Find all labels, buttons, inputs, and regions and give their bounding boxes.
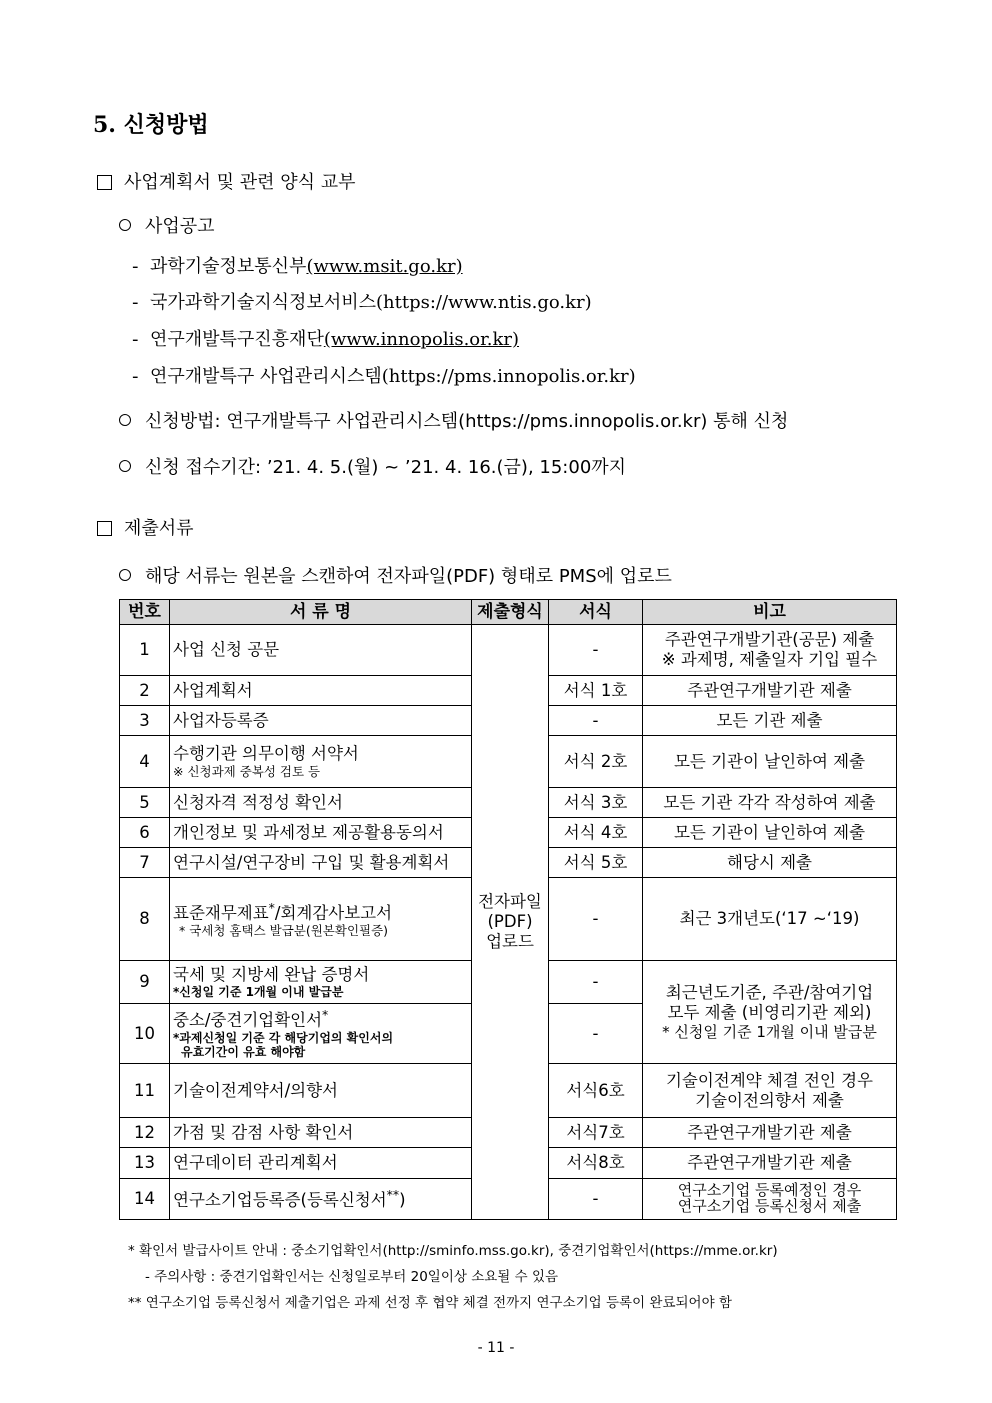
- col-header-note: 비고: [643, 600, 897, 625]
- row-name: 사업자등록증: [170, 706, 472, 736]
- col-header-format: 제출형식: [472, 600, 549, 625]
- footnote: ** 연구소기업 등록신청서 제출기업은 과제 선정 후 협약 체결 전까지 연구소기업 등록이 완료되어야 함: [128, 1295, 732, 1311]
- section1-title: [97, 168, 356, 194]
- row-name: 사업 신청 공문: [170, 625, 472, 676]
- row-name: [170, 736, 472, 788]
- row-no: 2: [120, 676, 170, 706]
- site-item: - 국가과학기술지식정보서비스(https://www.ntis.go.kr): [132, 292, 592, 313]
- note-line: * 신청일 기준 1개월 이내 발급분: [662, 1022, 877, 1041]
- row-name: [170, 961, 472, 1004]
- site-url[interactable]: (www.msit.go.kr): [306, 256, 463, 277]
- period-text: 신청 접수기간: ’21. 4. 5.(월) ~ ’21. 4. 16.(금), 15:00까지: [145, 457, 627, 478]
- site-url[interactable]: (www.innopolis.or.kr): [323, 329, 520, 350]
- row-name: 개인정보 및 과세정보 제공활용동의서: [170, 818, 472, 848]
- row-note: 해당시 제출: [643, 848, 897, 878]
- intro-item: [119, 562, 672, 588]
- note-line: 연구소기업 등록예정인 경우: [677, 1181, 862, 1200]
- row-no: 3: [120, 706, 170, 736]
- site-name: 국가과학기술지식정보서비스: [149, 292, 376, 313]
- row-name-text: 중소/중견기업확인서: [173, 1010, 323, 1030]
- format-line: 전자파일: [478, 892, 542, 912]
- announce-item: [119, 212, 215, 238]
- row-name-text: 연구소기업등록증(등록신청서: [173, 1190, 387, 1210]
- row-no: 8: [120, 878, 170, 961]
- format-line: (PDF): [487, 912, 533, 932]
- section2-title-text: 제출서류: [124, 518, 194, 539]
- footnote: * 확인서 발급사이트 안내 : 중소기업확인서(http://sminfo.mss.go.kr), 중견기업확인서(https://mme.or.kr): [128, 1243, 778, 1259]
- row-name: [170, 1004, 472, 1064]
- row-form: -: [549, 961, 643, 1004]
- row-name: [170, 1179, 472, 1220]
- table-row: [120, 625, 897, 676]
- row-name: [170, 878, 472, 961]
- method-item: [119, 407, 788, 433]
- row-note: [643, 625, 897, 676]
- row-no: 9: [120, 961, 170, 1004]
- site-url[interactable]: (https://pms.innopolis.or.kr): [381, 366, 636, 387]
- row-note: [643, 1064, 897, 1118]
- superscript: *: [322, 1007, 329, 1023]
- row-name-text: 수행기관 의무이행 서약서: [173, 744, 359, 764]
- row-name: 사업계획서: [170, 676, 472, 706]
- row-form: -: [549, 706, 643, 736]
- row-note: 모든 기관이 날인하여 제출: [643, 736, 897, 788]
- square-bullet-icon: [97, 521, 112, 536]
- row-form: 서식7호: [549, 1118, 643, 1148]
- period-item: [119, 453, 626, 479]
- col-header-no: 번호: [120, 600, 170, 625]
- page-number: - 11 -: [477, 1340, 515, 1356]
- row-no: 1: [120, 625, 170, 676]
- row-name-text: 국세 및 지방세 완납 증명서: [173, 964, 370, 984]
- section2-title: [97, 514, 194, 540]
- row-no: 6: [120, 818, 170, 848]
- note-line: ※ 과제명, 제출일자 기입 필수: [661, 650, 878, 669]
- announce-label: 사업공고: [145, 216, 215, 237]
- circle-bullet-icon: [119, 460, 131, 472]
- row-form: -: [549, 1004, 643, 1064]
- note-line: 기술이전계약 체결 전인 경우: [665, 1070, 873, 1090]
- row-name-sub: ※ 신청과제 중복성 검토 등: [173, 763, 321, 779]
- row-name: 신청자격 적정성 확인서: [170, 788, 472, 818]
- format-merged-cell: [472, 625, 549, 1220]
- row-name-text: 표준재무제표: [173, 903, 269, 923]
- section-heading: 5. 신청방법: [93, 112, 209, 138]
- row-no: 4: [120, 736, 170, 788]
- row-no: 10: [120, 1004, 170, 1064]
- superscript: **: [386, 1187, 400, 1203]
- note-line: 최근년도기준, 주관/참여기업: [665, 983, 874, 1003]
- col-header-name: 서 류 명: [170, 600, 472, 625]
- site-item: - 과학기술정보통신부(www.msit.go.kr): [132, 256, 463, 277]
- row-note: [643, 1179, 897, 1220]
- section1-title-text: 사업계획서 및 관련 양식 교부: [124, 172, 356, 193]
- superscript: *: [268, 899, 275, 915]
- row-name: 기술이전계약서/의향서: [170, 1064, 472, 1118]
- row-name-sub: * 국세청 홈택스 발급분(원본확인필증): [179, 923, 389, 939]
- row-form: 서식8호: [549, 1148, 643, 1179]
- row-form: 서식 4호: [549, 818, 643, 848]
- row-name: 가점 및 감점 사항 확인서: [170, 1118, 472, 1148]
- row-form: 서식 3호: [549, 788, 643, 818]
- table-header-row: [120, 600, 897, 625]
- row-no: 5: [120, 788, 170, 818]
- row-form: 서식6호: [549, 1064, 643, 1118]
- footnote: - 주의사항 : 중견기업확인서는 신청일로부터 20일이상 소요될 수 있음: [145, 1269, 559, 1285]
- row-form: 서식 1호: [549, 676, 643, 706]
- site-item: - 연구개발특구진흥재단(www.innopolis.or.kr): [132, 329, 520, 350]
- square-bullet-icon: [97, 175, 112, 190]
- site-url[interactable]: (https://www.ntis.go.kr): [376, 292, 592, 313]
- row-name-sub: *과제신청일 기준 각 해당기업의 확인서의: [173, 1030, 394, 1045]
- row-name: 연구시설/연구장비 구입 및 활용계획서: [170, 848, 472, 878]
- site-name: 연구개발특구진흥재단: [149, 329, 324, 350]
- note-line: 연구소기업 등록신청서 제출: [677, 1197, 862, 1215]
- row-note: 모든 기관 제출: [643, 706, 897, 736]
- row-name: 연구데이터 관리계획서: [170, 1148, 472, 1179]
- row-form: -: [549, 878, 643, 961]
- row-no: 12: [120, 1118, 170, 1148]
- row-name-sub: *신청일 기준 1개월 이내 발급분: [173, 984, 344, 999]
- row-no: 11: [120, 1064, 170, 1118]
- method-text: 신청방법: 연구개발특구 사업관리시스템(https://pms.innopolis.or.kr) 통해 신청: [145, 411, 789, 432]
- site-name: 연구개발특구 사업관리시스템: [149, 366, 382, 387]
- note-line: 주관연구개발기관(공문) 제출: [664, 630, 875, 650]
- row-note: 모든 기관 각각 작성하여 제출: [643, 788, 897, 818]
- documents-table: [119, 599, 897, 1220]
- row-form: -: [549, 625, 643, 676]
- row-name-text: ): [399, 1190, 406, 1210]
- note-line: 모두 제출 (비영리기관 제외): [667, 1003, 872, 1022]
- row-name-sub: 유효기간이 유효 해야함: [181, 1045, 306, 1060]
- row-note: 모든 기관이 날인하여 제출: [643, 818, 897, 848]
- row-no: 13: [120, 1148, 170, 1179]
- row-name-text: /회계감사보고서: [274, 903, 393, 923]
- intro-text: 해당 서류는 원본을 스캔하여 전자파일(PDF) 형태로 PMS에 업로드: [145, 566, 672, 587]
- row-note: 주관연구개발기관 제출: [643, 676, 897, 706]
- row-note: 최근 3개년도(‘17 ~‘19): [643, 878, 897, 961]
- note-line: 기술이전의향서 제출: [695, 1090, 844, 1110]
- row-form: 서식 5호: [549, 848, 643, 878]
- row-form: 서식 2호: [549, 736, 643, 788]
- row-form: -: [549, 1179, 643, 1220]
- circle-bullet-icon: [119, 414, 131, 426]
- row-no: 14: [120, 1179, 170, 1220]
- merged-note: [643, 961, 897, 1064]
- site-name: 과학기술정보통신부: [149, 256, 307, 277]
- row-note: 주관연구개발기관 제출: [643, 1148, 897, 1179]
- format-line: 업로드: [486, 931, 534, 951]
- row-no: 7: [120, 848, 170, 878]
- circle-bullet-icon: [119, 569, 131, 581]
- site-item: - 연구개발특구 사업관리시스템(https://pms.innopolis.or.kr): [132, 366, 636, 387]
- col-header-form: 서식: [549, 600, 643, 625]
- circle-bullet-icon: [119, 219, 131, 231]
- row-note: 주관연구개발기관 제출: [643, 1118, 897, 1148]
